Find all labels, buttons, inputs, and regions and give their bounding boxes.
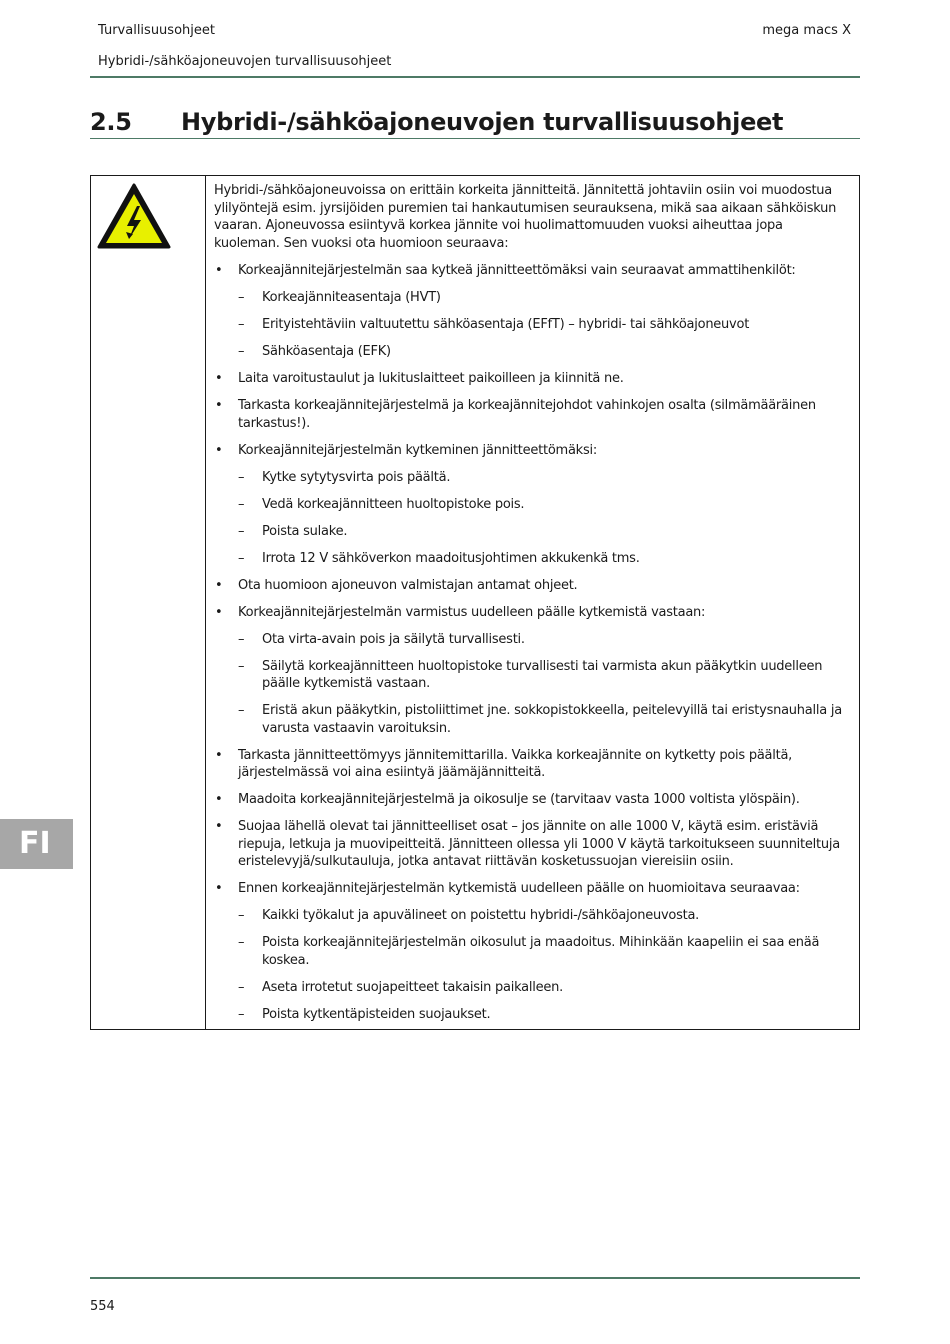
section-heading xyxy=(90,106,860,139)
bullet-item: • Ennen korkeajännitejärjestelmän kytkemistä uudelleen päälle on huomioitava seuraavaa: xyxy=(214,880,850,898)
sub-item: – Kytke sytytysvirta pois päältä. xyxy=(214,469,850,487)
section-title: Hybridi-/sähköajoneuvojen turvallisuusohjeet xyxy=(181,108,784,136)
sub-item: – Poista kytkentäpisteiden suojaukset. xyxy=(214,1006,850,1024)
bullet-item: • Maadoita korkeajännitejärjestelmä ja oikosulje se (tarvitaav vasta 1000 voltista ylöspäin). xyxy=(214,791,850,809)
bullet-item: • Tarkasta korkeajännitejärjestelmä ja korkeajännitejohdot vahinkojen osalta (silmämääräinen tarkastus!). xyxy=(214,397,850,432)
warning-intro: Hybridi-/sähköajoneuvoissa on erittäin korkeita jännitteitä. Jännitettä johtaviin osiin voi muodostua ylilyöntejä esim. jyrsijöiden puremien tai hankautumisen seurauksena, mikä saa aikaan sähköiskun vaaran. Ajoneuvossa esiintyvä korkea jännite voi huolimattomuuden vuoksi aiheuttaa jopa kuoleman. Sen vuoksi ota huomioon seuraava: xyxy=(214,183,837,251)
bullet-item: • Korkeajännitejärjestelmän varmistus uudelleen päälle kytkemistä vastaan: xyxy=(214,604,850,622)
page-number: 554 xyxy=(90,1299,115,1314)
bullet-item: • Korkeajännitejärjestelmän kytkeminen jännitteettömäksi: xyxy=(214,442,850,460)
sub-item: – Sähköasentaja (EFK) xyxy=(214,343,850,361)
sub-item: – Aseta irrotetut suojapeitteet takaisin paikalleen. xyxy=(214,979,850,997)
warning-box xyxy=(90,175,860,1030)
warning-icon-cell xyxy=(91,176,206,1029)
bullet-item: • Laita varoitustaulut ja lukituslaitteet paikoilleen ja kiinnitä ne. xyxy=(214,370,850,388)
sub-item: – Poista sulake. xyxy=(214,523,850,541)
sub-item: – Säilytä korkeajännitteen huoltopistoke turvallisesti tai varmista akun pääkytkin uudelleen päälle kytkemistä vastaan. xyxy=(214,658,850,693)
header-product: mega macs X xyxy=(762,23,851,38)
sub-item: – Irrota 12 V sähköverkon maadoitusjohtimen akkukenkä tms. xyxy=(214,550,850,568)
sub-item: – Poista korkeajännitejärjestelmän oikosulut ja maadoitus. Mihinkään kaapeliin ei saa enää koskea. xyxy=(214,934,850,969)
bullet-item: • Tarkasta jännitteettömyys jännitemittarilla. Vaikka korkeajännite on kytketty pois päältä, järjestelmässä voi aina esiintyä jäämäjännitteitä. xyxy=(214,747,850,782)
high-voltage-warning-icon xyxy=(96,182,172,250)
header-chapter: Turvallisuusohjeet xyxy=(98,23,215,38)
bullet-item: • Korkeajännitejärjestelmän saa kytkeä jännitteettömäksi vain seuraavat ammattihenkilöt: xyxy=(214,262,850,280)
section-number: 2.5 xyxy=(90,108,132,136)
language-tab: FI xyxy=(0,819,73,869)
sub-item: – Vedä korkeajännitteen huoltopistoke pois. xyxy=(214,496,850,514)
header-section: Hybridi-/sähköajoneuvojen turvallisuusohjeet xyxy=(98,54,392,69)
sub-item: – Eristä akun pääkytkin, pistoliittimet jne. sokkopistokkeella, peitelevyillä tai eristysnauhalla ja varusta vastaavin varoituksin. xyxy=(214,702,850,737)
sub-item: – Korkeajänniteasentaja (HVT) xyxy=(214,289,850,307)
bullet-item: • Suojaa lähellä olevat tai jännitteelliset osat – jos jännite on alle 1000 V, käytä esim. eristäviä riepuja, letkuja ja muovipeitteitä. Jännitteen ollessa yli 1000 V käytä tarkoitukseen suunniteltuja eristelevyjä/sulkutauluja, jotka antavat riittävän kosketussuojan viereisiin osiin. xyxy=(214,818,850,871)
footer-divider xyxy=(90,1277,860,1279)
bullet-item: • Ota huomioon ajoneuvon valmistajan antamat ohjeet. xyxy=(214,577,850,595)
sub-item: – Erityistehtäviin valtuutettu sähköasentaja (EFfT) – hybridi- tai sähköajoneuvot xyxy=(214,316,850,334)
sub-item: – Ota virta-avain pois ja säilytä turvallisesti. xyxy=(214,631,850,649)
warning-content xyxy=(214,182,850,1033)
header-divider xyxy=(90,76,860,78)
sub-item: – Kaikki työkalut ja apuvälineet on poistettu hybridi-/sähköajoneuvosta. xyxy=(214,907,850,925)
